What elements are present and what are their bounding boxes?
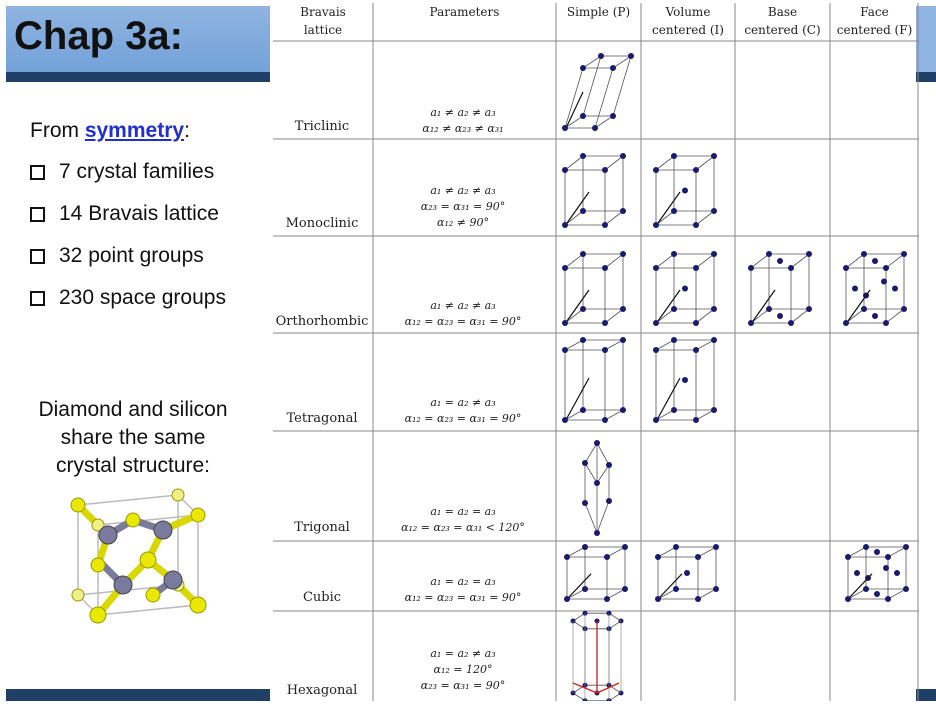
bullet-item (30, 244, 204, 268)
row-name-monoclinic: Monoclinic (285, 216, 359, 231)
row-name-trigonal: Trigonal (294, 520, 350, 535)
param-line: α₁₂ = α₂₃ = α₃₁ = 90° (404, 591, 522, 604)
diamond-structure-image (48, 485, 218, 630)
param-line: a₁ ≠ a₂ ≠ a₃ (430, 299, 496, 312)
row-name-tetragonal: Tetragonal (286, 411, 358, 426)
param-line: a₁ = a₂ = a₃ (430, 575, 496, 588)
title-divider (6, 72, 270, 82)
header-text: Bravais (300, 5, 346, 19)
diamond-line-1: Diamond and silicon (38, 398, 228, 421)
unit-cell-F-icon (845, 544, 909, 602)
symmetry-link[interactable]: symmetry (84, 119, 185, 142)
param-line: α₂₃ = α₃₁ = 90° (420, 200, 506, 213)
from-suffix: : (184, 119, 190, 142)
header-text: centered (C) (744, 23, 821, 37)
param-line: a₁ = a₂ ≠ a₃ (430, 647, 496, 660)
diamond-line-2: share the same (60, 426, 206, 449)
header-text: centered (I) (652, 23, 724, 37)
checkbox-bullet-icon (30, 291, 45, 306)
params-orthorhombic (373, 298, 553, 330)
unit-cell-I-icon (653, 337, 717, 423)
header-lattice (273, 3, 373, 39)
param-line: α₁₂ = α₂₃ = α₃₁ = 90° (404, 412, 522, 425)
bravais-lattice-table (273, 3, 919, 701)
checkbox-bullet-icon (30, 165, 45, 180)
bullet-text: 14 Bravais lattice (59, 202, 219, 225)
symmetry-line (30, 119, 190, 143)
params-triclinic (373, 105, 553, 137)
bullet-text: 7 crystal families (59, 160, 215, 183)
row-name-hexagonal: Hexagonal (286, 683, 358, 698)
bullet-item (30, 286, 226, 310)
header-parameters: Parameters (429, 5, 500, 19)
param-line: α₁₂ = 120° (433, 663, 493, 676)
unit-cell-trigonal-icon (582, 440, 612, 536)
header-text: Face (860, 5, 889, 19)
checkbox-bullet-icon (30, 249, 45, 264)
row-name-triclinic: Triclinic (294, 119, 350, 134)
header-volume-centered (641, 3, 735, 39)
unit-cell-P-icon (562, 153, 626, 228)
header-simple: Simple (P) (566, 5, 631, 19)
right-banner (916, 6, 936, 72)
diamond-line-3: crystal structure: (55, 454, 211, 477)
param-line: a₁ = a₂ ≠ a₃ (430, 396, 496, 409)
param-line: a₁ ≠ a₂ ≠ a₃ (430, 106, 496, 119)
param-line: α₂₃ = α₃₁ = 90° (420, 679, 506, 692)
unit-cell-I-icon (653, 251, 717, 326)
bottom-divider-right (916, 689, 936, 701)
bullet-item (30, 202, 219, 226)
unit-cell-P-icon (562, 251, 626, 326)
unit-cell-I-icon (655, 544, 719, 602)
unit-cell-C-icon (748, 251, 812, 326)
header-text: Volume (665, 5, 711, 19)
header-text: Base (767, 5, 798, 19)
param-line: α₁₂ ≠ 90° (437, 216, 489, 229)
bottom-divider (6, 689, 270, 701)
header-text: centered (F) (836, 23, 913, 37)
unit-cell-P-icon (562, 53, 634, 131)
param-line: α₁₂ ≠ α₂₃ ≠ α₃₁ (422, 122, 504, 135)
param-line: a₁ ≠ a₂ ≠ a₃ (430, 184, 496, 197)
param-line: α₁₂ = α₂₃ = α₃₁ = 90° (404, 315, 522, 328)
unit-cell-I-icon (653, 153, 717, 228)
params-cubic (373, 574, 553, 606)
params-tetragonal (373, 395, 553, 427)
bullet-item (30, 160, 214, 184)
unit-cell-P-icon (562, 337, 626, 423)
param-line: a₁ = a₂ = a₃ (430, 505, 496, 518)
row-name-orthorhombic: Orthorhombic (275, 314, 369, 329)
param-line: α₁₂ = α₂₃ = α₃₁ < 120° (401, 521, 525, 534)
bullet-text: 230 space groups (59, 286, 226, 309)
header-face-centered (830, 3, 919, 39)
right-divider (916, 72, 936, 82)
params-monoclinic (373, 183, 553, 231)
header-base-centered (735, 3, 830, 39)
bullet-text: 32 point groups (59, 244, 204, 267)
params-hexagonal (373, 646, 553, 694)
unit-cell-F-icon (843, 251, 907, 326)
from-prefix: From (30, 119, 85, 142)
unit-cell-P-icon (564, 544, 628, 602)
unit-cell-hexagonal-icon (571, 611, 624, 701)
row-name-cubic: Cubic (302, 590, 342, 605)
checkbox-bullet-icon (30, 207, 45, 222)
params-trigonal (373, 504, 553, 536)
header-text: lattice (303, 23, 343, 37)
slide-title: Chap 3a: (14, 14, 183, 58)
